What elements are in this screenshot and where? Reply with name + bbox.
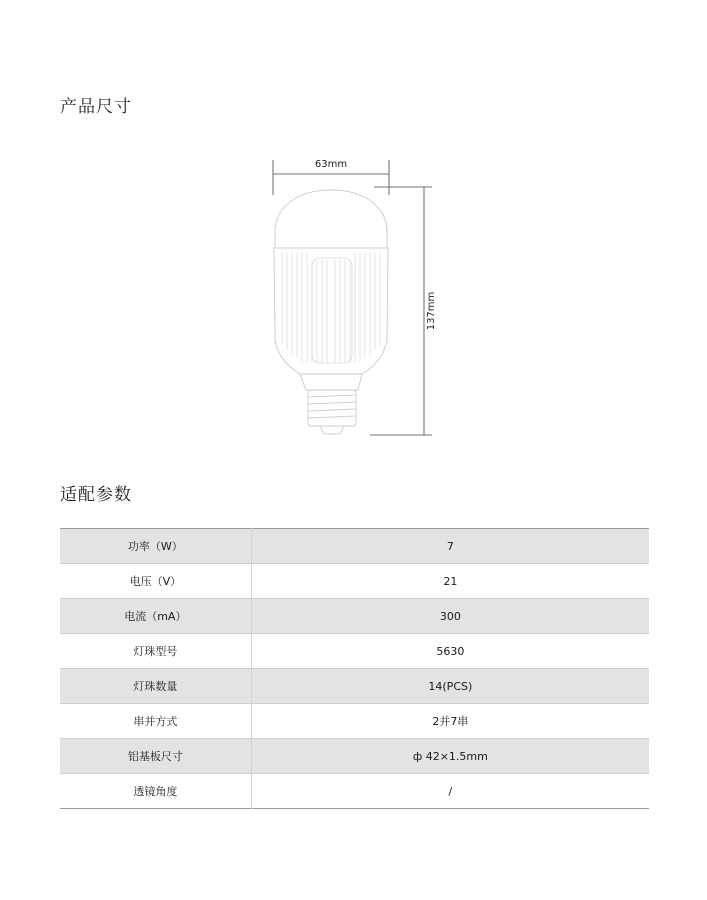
param-label: 电流（mA） (60, 599, 251, 634)
table-row (60, 564, 649, 599)
params-section-title: 适配参数 (60, 485, 132, 505)
dimensions-section-title: 产品尺寸 (60, 97, 132, 117)
param-label: 灯珠型号 (60, 634, 251, 669)
param-value: / (448, 784, 453, 798)
param-label: 功率（W） (60, 529, 251, 564)
param-value: 2并7串 (432, 715, 469, 728)
bulb-neck (300, 374, 362, 390)
heatsink-fins (282, 252, 380, 362)
param-value: 7 (446, 539, 454, 553)
param-label: 电压（V） (60, 564, 251, 599)
height-label: 137mm (426, 291, 437, 331)
param-value: 5630 (436, 644, 465, 658)
center-housing (312, 258, 352, 363)
param-label: 灯珠数量 (60, 669, 251, 704)
param-value: ф 42×1.5mm (412, 749, 488, 763)
param-value: 14(PCS) (428, 679, 473, 693)
table-row (60, 774, 649, 809)
table-row (60, 529, 649, 564)
specifications-table (60, 528, 649, 809)
param-value: 21 (443, 574, 458, 588)
screw-base (308, 390, 356, 434)
table-row (60, 739, 649, 774)
table-row (60, 669, 649, 704)
bulb-diagram-svg (260, 150, 450, 445)
param-label: 透镜角度 (60, 774, 251, 809)
table-row (60, 634, 649, 669)
param-value: 300 (439, 609, 461, 623)
bulb-dome (275, 190, 387, 248)
bulb-dimension-drawing (260, 150, 450, 445)
param-label: 铝基板尺寸 (60, 739, 251, 774)
table-row (60, 599, 649, 634)
bulb-body (274, 248, 388, 374)
width-label: 63mm (314, 159, 348, 170)
table-row (60, 704, 649, 739)
param-label: 串并方式 (60, 704, 251, 739)
